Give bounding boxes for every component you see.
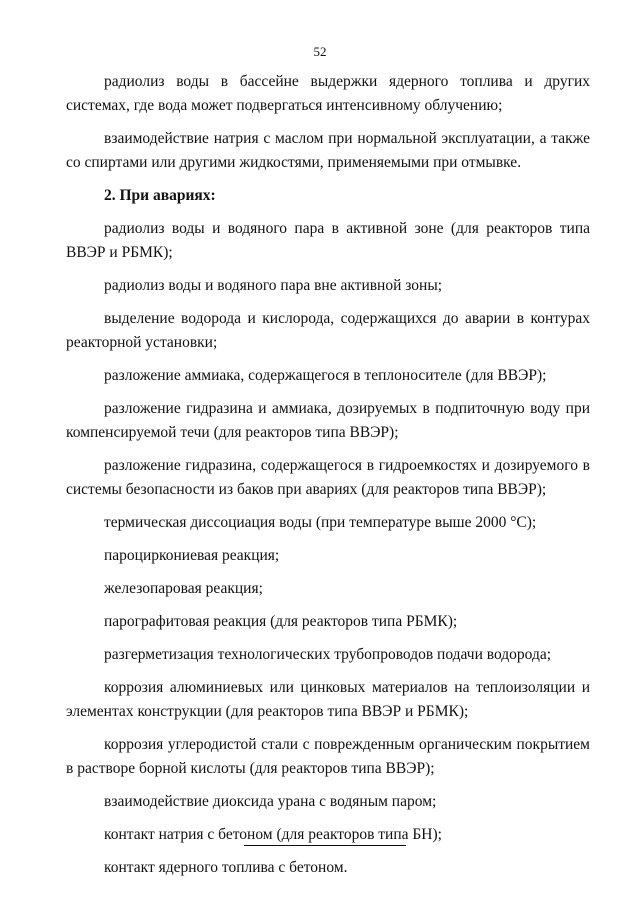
paragraph-sodium-oil: взаимодействие натрия с маслом при нормальной эксплуатации, а также со спиртами или другими жидкостями, применяемыми при отмывке. [66, 130, 590, 171]
list-item: выделение водорода и кислорода, содержащихся до аварии в контурах реакторной установки; [66, 310, 590, 351]
section-heading-accidents: 2. При авариях: [104, 187, 216, 204]
list-item: разложение аммиака, содержащегося в теплоносителе (для ВВЭР); [104, 367, 547, 384]
list-item: железопаровая реакция; [104, 580, 263, 597]
list-item: радиолиз воды и водяного пара в активной зоне (для реакторов типа ВВЭР и РБМК); [66, 220, 590, 261]
list-item: контакт натрия с бетоном (для реакторов типа БН); [104, 826, 442, 843]
paragraph-radiolysis-pool: радиолиз воды в бассейне выдержки ядерного топлива и других системах, где вода может подвергаться интенсивному облучению; [66, 73, 590, 114]
list-item: разгерметизация технологических трубопроводов подачи водорода; [104, 646, 552, 663]
list-item: пароциркониевая реакция; [104, 547, 280, 564]
list-item: радиолиз воды и водяного пара вне активной зоны; [104, 277, 443, 294]
list-item: коррозия алюминиевых или цинковых материалов на теплоизоляции и элементах конструкции (для реакторов типа ВВЭР и РБМК); [66, 679, 590, 720]
list-item: контакт ядерного топлива с бетоном. [104, 859, 348, 876]
list-item: разложение гидразина, содержащегося в гидроемкостях и дозируемого в системы безопасности из баков при авариях (для реакторов типа ВВЭР); [66, 457, 590, 498]
list-item: термическая диссоциация воды (при температуре выше 2000 °С); [104, 514, 537, 531]
list-item: парографитовая реакция (для реакторов типа РБМК); [104, 613, 458, 630]
list-item: коррозия углеродистой стали с поврежденным органическим покрытием в растворе борной кислоты (для реакторов типа ВВЭР); [66, 736, 590, 777]
list-item: разложение гидразина и аммиака, дозируемых в подпиточную воду при компенсируемой течи (для реакторов типа ВВЭР); [66, 400, 590, 441]
page-number: 52 [313, 44, 327, 59]
bottom-divider-line [244, 845, 406, 846]
list-item: взаимодействие диоксида урана с водяным паром; [104, 793, 437, 810]
document-body [66, 70, 590, 880]
